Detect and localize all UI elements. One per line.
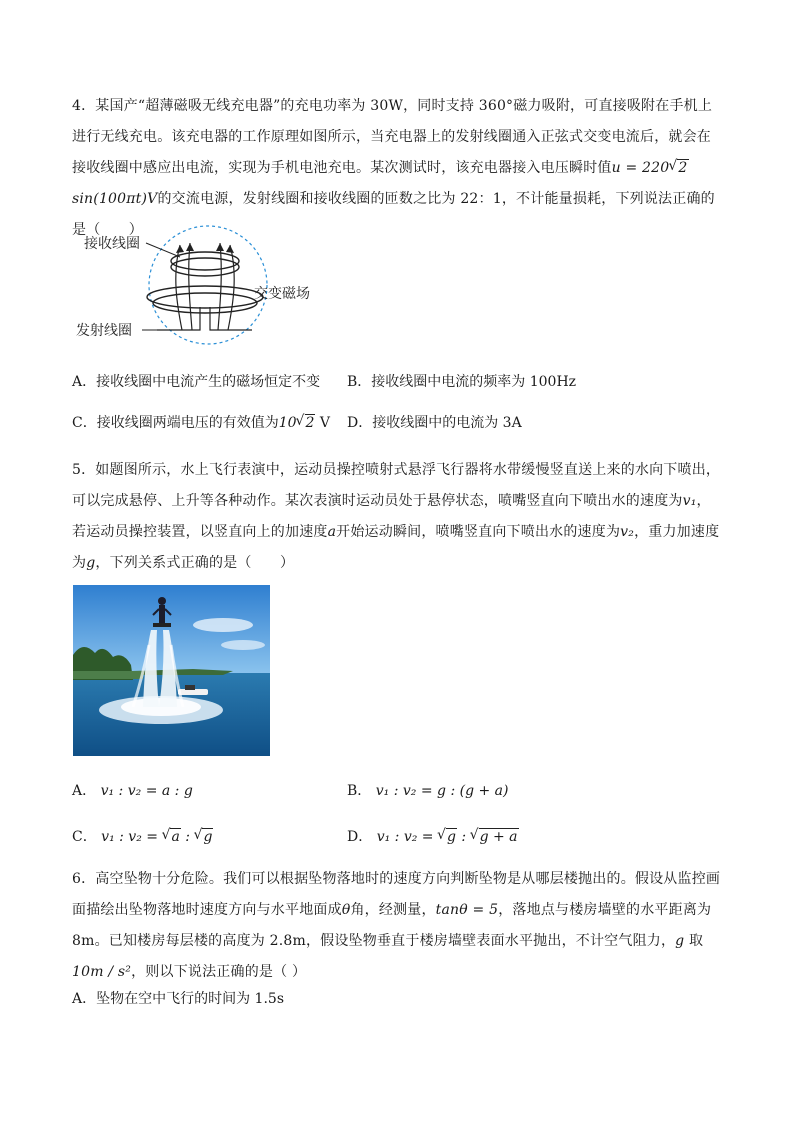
q5-option-a[interactable]: A． v₁ : v₂ = a : g: [72, 783, 193, 799]
question-4-stem: 4．某国产“超薄磁吸无线充电器”的充电功率为 30W，同时支持 360°磁力吸附，可直接吸附在手机上进行无线充电。该充电器的工作原理如图所示，当充电器上的发射线圈通入正弦式交变电流后，就会在接收线圈中感应出电流，实现为手机电池充电。某次测试时，该充电器接入电压瞬时值u = 220√ 2sin(100πt)V的交流电源，发射线圈和接收线圈的匝数之比为 22：1，不计能量损耗，下列说法正确的是（ ）: [72, 91, 722, 246]
q4-option-d[interactable]: D．接收线圈中的电流为 3A: [347, 415, 522, 431]
label-alternating-field: 交变磁场: [254, 286, 310, 302]
q4-option-c[interactable]: C．接收线圈两端电压的有效值为10√ 2 V: [72, 413, 330, 433]
label-receive-coil: 接收线圈: [84, 236, 140, 252]
q6-option-a[interactable]: A．坠物在空中飞行的时间为 1.5s: [72, 991, 285, 1007]
q5-option-d[interactable]: D． v₁ : v₂ = √ g : √ g + a: [347, 827, 519, 847]
question-5-stem: 5．如题图所示，水上飞行表演中，运动员操控喷射式悬浮飞行器将水带缓慢竖直送上来的水向下喷出，可以完成悬停、上升等各种动作。某次表演时运动员处于悬停状态，喷嘴竖直向下喷出水的速度为v₁，若运动员操控装置，以竖直向上的加速度a开始运动瞬间，喷嘴竖直向下喷出水的速度为v₂，重力加速度为g，下列关系式正确的是（ ）: [72, 462, 721, 571]
q4-option-b[interactable]: B．接收线圈中电流的频率为 100Hz: [347, 374, 577, 390]
q5-option-c[interactable]: C． v₁ : v₂ = √ a : √ g: [72, 827, 213, 847]
question-6-stem: 6．高空坠物十分危险。我们可以根据坠物落地时的速度方向判断坠物是从哪层楼抛出的。假设从监控画面描绘出坠物落地时速度方向与水平地面成θ角，经测量，tanθ = 5，落地点与楼房墙壁的水平距离为 8m。已知楼房每层楼的高度为 2.8m，假设坠物垂直于楼房墙壁表面水平抛出，不计空气阻力，g 取10m / s²，则以下说法正确的是（ ）: [72, 871, 721, 980]
formula-u: u = 220: [611, 160, 670, 176]
formula-sqrt: √ 2: [669, 153, 688, 184]
formula-sin: sin(100πt)V: [72, 191, 158, 207]
flyboard-photo: [73, 585, 270, 756]
q5-option-b[interactable]: B． v₁ : v₂ = g : (g + a): [347, 783, 509, 799]
label-transmit-coil: 发射线圈: [76, 323, 132, 339]
wireless-charger-diagram: [72, 225, 332, 350]
q4-option-a[interactable]: A．接收线圈中电流产生的磁场恒定不变: [72, 374, 321, 390]
